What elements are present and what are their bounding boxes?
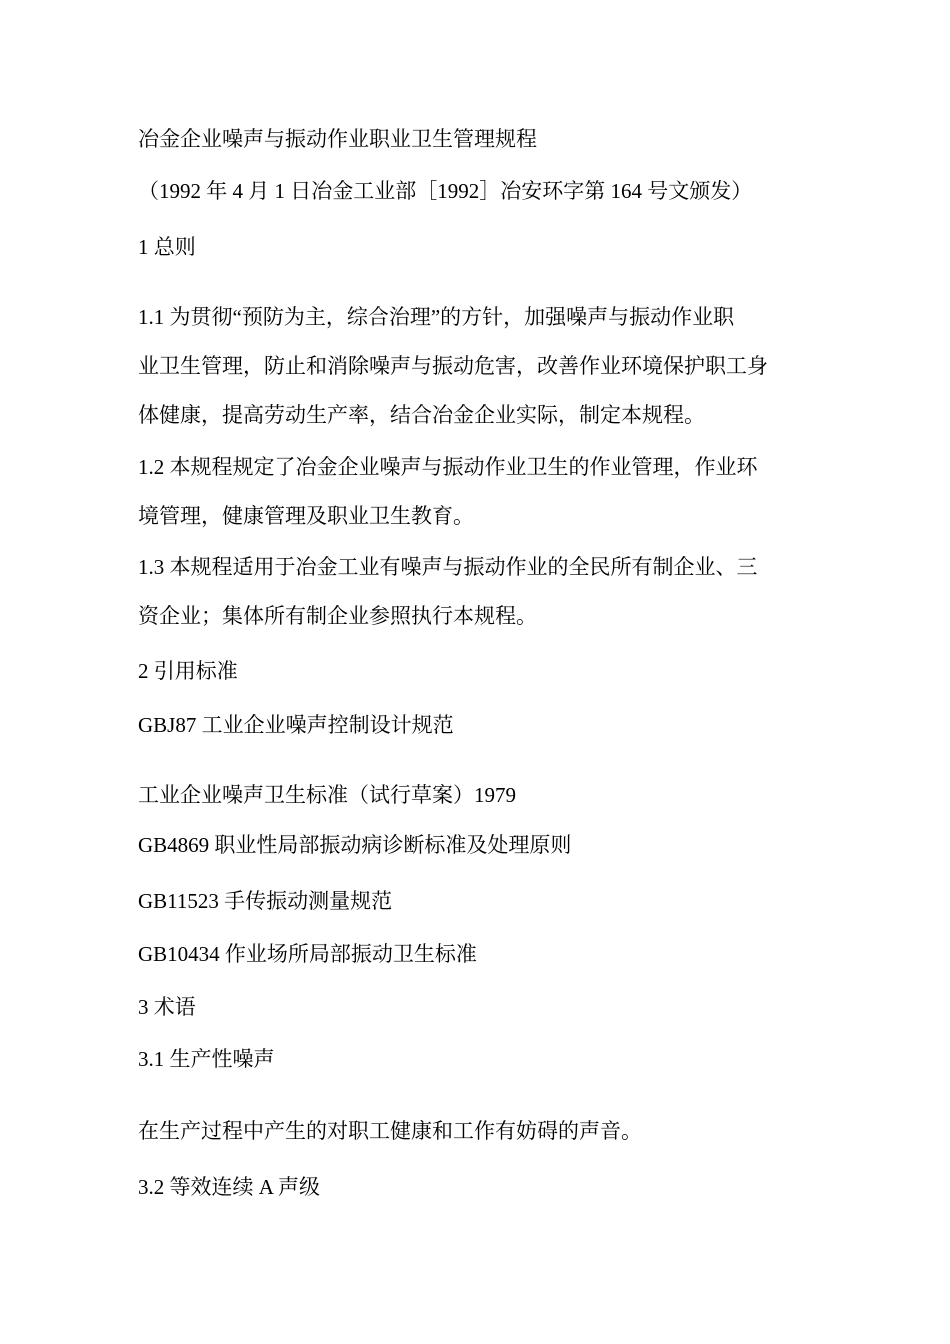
standard-item: GB4869 职业性局部振动病诊断标准及处理原则	[138, 833, 572, 857]
paragraph-1-3-line-1: 1.3 本规程适用于冶金工业有噪声与振动作业的全民所有制企业、三	[138, 555, 758, 579]
section-1-heading: 1 总则	[138, 235, 196, 259]
paragraph-1-1-line-2: 业卫生管理，防止和消除噪声与振动危害，改善作业环境保护职工身	[138, 354, 768, 378]
paragraph-1-2-line-2: 境管理，健康管理及职业卫生教育。	[138, 504, 474, 528]
standard-item: 工业企业噪声卫生标准（试行草案）1979	[138, 783, 516, 807]
section-3-heading: 3 术语	[138, 995, 196, 1019]
paragraph-1-3-line-2: 资企业；集体所有制企业参照执行本规程。	[138, 604, 537, 628]
section-2-heading: 2 引用标准	[138, 659, 238, 683]
paragraph-1-1-line-1: 1.1 为贯彻“预防为主，综合治理”的方针，加强噪声与振动作业职	[138, 305, 735, 329]
standard-item: GB10434 作业场所局部振动卫生标准	[138, 942, 477, 966]
term-3-2-heading: 3.2 等效连续 A 声级	[138, 1175, 321, 1199]
document-title: 冶金企业噪声与振动作业职业卫生管理规程	[138, 127, 537, 151]
standard-item: GB11523 手传振动测量规范	[138, 889, 393, 913]
issuance-note: （1992 年 4 月 1 日冶金工业部［1992］冶安环字第 164 号文颁发）	[138, 179, 753, 203]
term-3-1-definition: 在生产过程中产生的对职工健康和工作有妨碍的声音。	[138, 1119, 642, 1143]
standard-item: GBJ87 工业企业噪声控制设计规范	[138, 713, 454, 737]
paragraph-1-2-line-1: 1.2 本规程规定了冶金企业噪声与振动作业卫生的作业管理，作业环	[138, 455, 758, 479]
term-3-1-heading: 3.1 生产性噪声	[138, 1047, 275, 1071]
paragraph-1-1-line-3: 体健康，提高劳动生产率，结合冶金企业实际，制定本规程。	[138, 403, 705, 427]
